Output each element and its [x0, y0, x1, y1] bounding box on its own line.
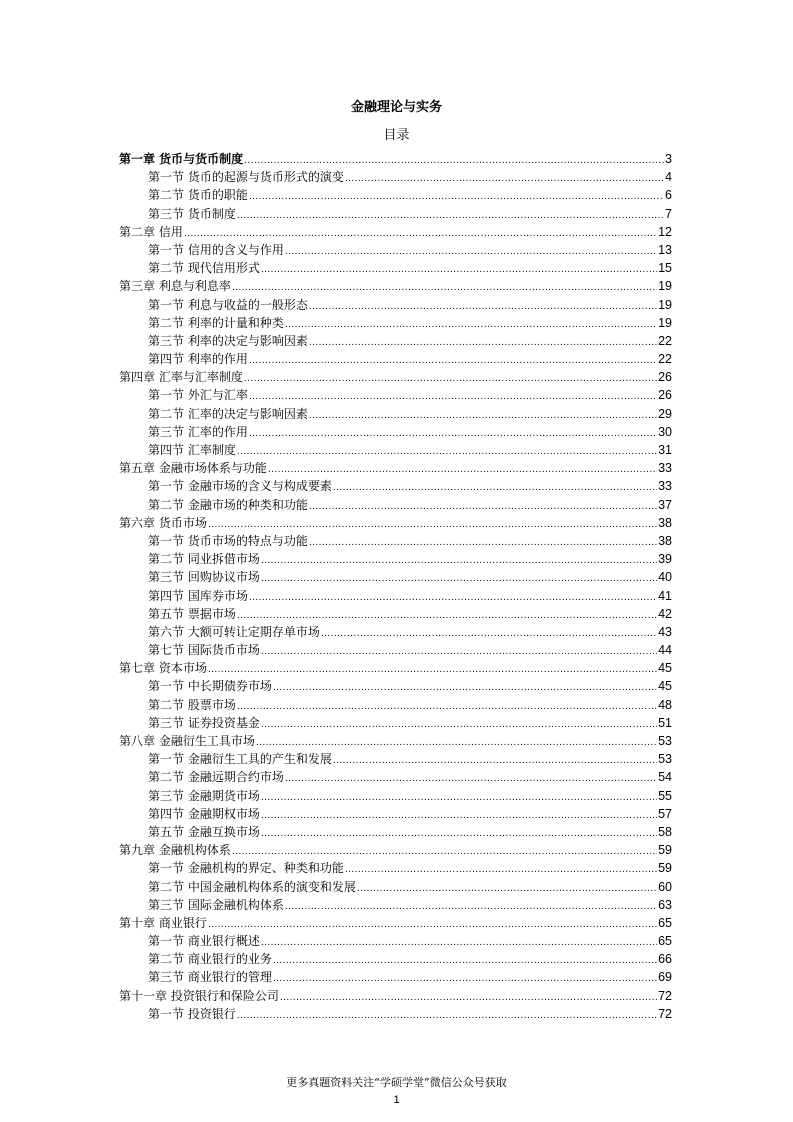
toc-entry-page: 30 [658, 424, 672, 439]
toc-section-entry[interactable] [119, 677, 672, 695]
toc-entry-page: 15 [658, 261, 672, 276]
toc-chapter-entry[interactable] [119, 514, 672, 532]
toc-entry-page: 4 [665, 170, 672, 185]
toc-section-entry[interactable] [119, 768, 672, 786]
toc-entry-page: 3 [665, 152, 672, 166]
toc-entry-label: 第四节 汇率制度 [148, 443, 236, 457]
page-footer: 更多真题资料关注“学硕学堂”微信公众号获取 [286, 1076, 507, 1089]
toc-dot-leader [237, 1007, 657, 1025]
toc-entry-label: 第二节 汇率的决定与影响因素 [148, 406, 308, 421]
toc-entry-page: 33 [658, 461, 672, 476]
toc-section-entry[interactable] [119, 296, 672, 314]
toc-section-entry[interactable] [119, 314, 672, 332]
toc-entry-label: 第十一章 投资银行和保险公司 [119, 988, 279, 1003]
toc-section-entry[interactable] [119, 823, 672, 841]
toc-section-entry[interactable] [119, 605, 672, 623]
toc-section-entry[interactable] [119, 477, 672, 495]
toc-entry-page: 39 [658, 552, 672, 567]
toc-entry-label: 第一章 货币与货币制度 [119, 152, 244, 166]
toc-entry-label: 第三节 国际金融机构体系 [148, 897, 284, 912]
toc-entry-label: 第二节 中国金融机构体系的演变和发展 [148, 879, 356, 894]
toc-dot-leader [249, 352, 657, 370]
toc-chapter-entry[interactable] [119, 223, 672, 241]
toc-entry-label: 第一节 中长期债券市场 [148, 679, 272, 694]
toc-chapter-entry[interactable] [119, 368, 672, 386]
toc-section-entry[interactable] [119, 496, 672, 514]
toc-entry-page: 41 [658, 588, 672, 603]
toc-entry-page: 13 [658, 242, 672, 257]
toc-entry-page: 26 [658, 388, 672, 403]
toc-dot-leader [357, 880, 657, 898]
toc-entry-page: 72 [658, 988, 672, 1003]
toc-dot-leader [285, 898, 657, 916]
toc-entry-label: 第三章 利息与利息率 [119, 279, 231, 294]
toc-entry-page: 69 [658, 970, 672, 985]
toc-section-entry[interactable] [119, 859, 672, 877]
toc-entry-label: 第二节 现代信用形式 [148, 261, 260, 276]
toc-section-entry[interactable] [119, 550, 672, 568]
toc-entry-label: 第四章 汇率与汇率制度 [119, 370, 243, 385]
toc-entry-label: 第三节 货币制度 [148, 206, 236, 221]
toc-entry-page: 38 [658, 515, 672, 530]
toc-dot-leader [261, 789, 657, 807]
toc-section-entry[interactable] [119, 405, 672, 423]
toc-section-entry[interactable] [119, 932, 672, 950]
toc-entry-label: 第一节 信用的含义与作用 [148, 242, 284, 257]
toc-entry-page: 31 [658, 443, 672, 457]
toc-section-entry[interactable] [119, 787, 672, 805]
toc-dot-leader [208, 661, 657, 679]
toc-entry-label: 第四节 金融期权市场 [148, 806, 260, 821]
toc-entry-page: 6 [665, 188, 672, 203]
toc-section-entry[interactable] [119, 950, 672, 968]
toc-entry-page: 7 [665, 206, 672, 221]
toc-chapter-entry[interactable] [119, 150, 672, 168]
table-of-contents [119, 150, 672, 1023]
toc-dot-leader [249, 589, 657, 607]
toc-entry-page: 22 [658, 352, 672, 367]
toc-entry-page: 37 [658, 497, 672, 512]
page-number: 1 [393, 1094, 400, 1106]
toc-entry-label: 第十章 商业银行 [119, 915, 207, 930]
toc-entry-label: 第二章 信用 [119, 224, 183, 239]
toc-entry-label: 第一节 金融衍生工具的产生和发展 [148, 752, 332, 767]
toc-entry-page: 12 [658, 224, 672, 239]
toc-section-entry[interactable] [119, 696, 672, 714]
toc-entry-label: 第一节 商业银行概述 [148, 934, 260, 949]
toc-entry-label: 第三节 利率的决定与影响因素 [148, 333, 308, 348]
toc-section-entry[interactable] [119, 386, 672, 404]
toc-dot-leader [309, 298, 657, 316]
toc-dot-leader [333, 479, 657, 497]
toc-entry-label: 第五节 票据市场 [148, 606, 236, 621]
toc-chapter-entry[interactable] [119, 914, 672, 932]
toc-entry-label: 第一节 货币的起源与货币形式的演变 [148, 170, 344, 185]
toc-entry-page: 19 [658, 315, 672, 330]
toc-entry-label: 第五章 金融市场体系与功能 [119, 461, 267, 476]
toc-chapter-entry[interactable] [119, 732, 672, 750]
toc-chapter-entry[interactable] [119, 987, 672, 1005]
toc-entry-label: 第二节 金融远期合约市场 [148, 770, 284, 785]
toc-entry-label: 第七章 资本市场 [119, 661, 207, 676]
toc-entry-label: 第一节 外汇与汇率 [148, 388, 248, 403]
toc-dot-leader [237, 698, 657, 716]
toc-entry-page: 45 [658, 661, 672, 676]
toc-dot-leader [333, 752, 657, 770]
toc-entry-page: 19 [658, 279, 672, 294]
toc-entry-page: 54 [658, 770, 672, 785]
toc-dot-leader [237, 443, 657, 461]
toc-dot-leader [309, 534, 657, 552]
toc-entry-label: 第一节 金融机构的界定、种类和功能 [148, 861, 344, 876]
toc-chapter-entry[interactable] [119, 459, 672, 477]
toc-entry-page: 60 [658, 879, 672, 894]
toc-entry-page: 43 [658, 624, 672, 639]
toc-dot-leader [273, 679, 657, 697]
toc-dot-leader [345, 170, 664, 188]
document-title: 金融理论与实务 [350, 100, 442, 115]
toc-dot-leader [261, 552, 657, 570]
toc-entry-label: 第二节 金融市场的种类和功能 [148, 497, 308, 512]
toc-entry-page: 29 [658, 406, 672, 421]
toc-section-entry[interactable] [119, 332, 672, 350]
toc-chapter-entry[interactable] [119, 841, 672, 859]
toc-section-entry[interactable] [119, 878, 672, 896]
toc-section-entry[interactable] [119, 805, 672, 823]
toc-section-entry[interactable] [119, 1005, 672, 1023]
toc-dot-leader [261, 643, 657, 661]
toc-dot-leader [309, 407, 657, 425]
toc-chapter-entry[interactable] [119, 659, 672, 677]
toc-entry-page: 53 [658, 734, 672, 748]
toc-dot-leader [285, 316, 657, 334]
toc-entry-page: 65 [658, 915, 672, 930]
toc-dot-leader [261, 261, 657, 279]
toc-chapter-entry[interactable] [119, 277, 672, 295]
toc-dot-leader [249, 425, 657, 443]
toc-entry-page: 65 [658, 934, 672, 949]
toc-section-entry[interactable] [119, 750, 672, 768]
toc-section-entry[interactable] [119, 350, 672, 368]
toc-dot-leader [261, 716, 657, 734]
toc-entry-page: 48 [658, 697, 672, 712]
toc-section-entry[interactable] [119, 714, 672, 732]
toc-entry-page: 42 [658, 606, 672, 621]
toc-dot-leader [237, 207, 664, 225]
toc-section-entry[interactable] [119, 587, 672, 605]
toc-dot-leader [309, 334, 657, 352]
toc-entry-page: 44 [658, 643, 672, 658]
toc-section-entry[interactable] [119, 641, 672, 659]
toc-dot-leader [249, 188, 664, 206]
toc-dot-leader [208, 916, 657, 934]
toc-entry-page: 33 [658, 479, 672, 494]
toc-entry-label: 第六节 大额可转让定期存单市场 [148, 624, 320, 639]
toc-section-entry[interactable] [119, 532, 672, 550]
toc-entry-page: 59 [658, 843, 672, 858]
toc-entry-label: 第二节 货币的职能 [148, 188, 248, 203]
toc-entry-label: 第五节 金融互换市场 [148, 824, 260, 839]
toc-entry-label: 第三节 商业银行的管理 [148, 970, 272, 985]
toc-section-entry[interactable] [119, 205, 672, 223]
toc-entry-page: 51 [658, 715, 672, 730]
toc-section-entry[interactable] [119, 241, 672, 259]
toc-section-entry[interactable] [119, 423, 672, 441]
toc-entry-page: 22 [658, 333, 672, 348]
toc-entry-page: 59 [658, 861, 672, 876]
toc-entry-label: 第六章 货币市场 [119, 515, 207, 530]
toc-dot-leader [285, 243, 657, 261]
toc-section-entry[interactable] [119, 623, 672, 641]
toc-entry-label: 第二节 商业银行的业务 [148, 952, 272, 967]
toc-section-entry[interactable] [119, 168, 672, 186]
toc-entry-page: 66 [658, 952, 672, 967]
toc-section-entry[interactable] [119, 259, 672, 277]
toc-dot-leader [273, 952, 657, 970]
toc-section-entry[interactable] [119, 896, 672, 914]
toc-section-entry[interactable] [119, 968, 672, 986]
toc-entry-page: 58 [658, 824, 672, 839]
toc-entry-page: 19 [658, 297, 672, 312]
toc-entry-page: 63 [658, 897, 672, 912]
toc-entry-label: 第九章 金融机构体系 [119, 843, 231, 858]
toc-dot-leader [321, 625, 657, 643]
toc-entry-page: 40 [658, 570, 672, 585]
toc-entry-label: 第七节 国际货币市场 [148, 643, 260, 658]
toc-entry-label: 第三节 金融期货市场 [148, 788, 260, 803]
toc-heading: 目录 [383, 128, 410, 143]
toc-entry-page: 53 [658, 752, 672, 767]
toc-entry-label: 第二节 同业拆借市场 [148, 552, 260, 567]
toc-section-entry[interactable] [119, 441, 672, 459]
toc-entry-page: 38 [658, 533, 672, 548]
toc-entry-label: 第一节 利息与收益的一般形态 [148, 297, 308, 312]
toc-entry-label: 第二节 利率的计量和种类 [148, 315, 284, 330]
toc-entry-label: 第四节 国库券市场 [148, 588, 248, 603]
toc-dot-leader [309, 498, 657, 516]
toc-entry-label: 第四节 利率的作用 [148, 352, 248, 367]
toc-entry-label: 第三节 证券投资基金 [148, 715, 260, 730]
toc-entry-label: 第一节 货币市场的特点与功能 [148, 533, 308, 548]
toc-dot-leader [261, 807, 657, 825]
toc-entry-label: 第三节 回购协议市场 [148, 570, 260, 585]
toc-entry-page: 72 [658, 1006, 672, 1021]
toc-dot-leader [273, 970, 657, 988]
toc-section-entry[interactable] [119, 568, 672, 586]
toc-section-entry[interactable] [119, 186, 672, 204]
toc-entry-label: 第二节 股票市场 [148, 697, 236, 712]
toc-entry-label: 第三节 汇率的作用 [148, 424, 248, 439]
toc-entry-page: 55 [658, 788, 672, 803]
toc-entry-label: 第一节 投资银行 [148, 1006, 236, 1021]
toc-entry-label: 第八章 金融衍生工具市场 [119, 734, 255, 748]
toc-dot-leader [261, 934, 657, 952]
toc-dot-leader [249, 388, 657, 406]
toc-dot-leader [261, 825, 657, 843]
toc-entry-label: 第一节 金融市场的含义与构成要素 [148, 479, 332, 494]
toc-dot-leader [285, 770, 657, 788]
toc-dot-leader [280, 989, 657, 1007]
toc-entry-page: 26 [658, 370, 672, 385]
toc-dot-leader [244, 370, 657, 388]
toc-dot-leader [345, 861, 657, 879]
toc-entry-page: 57 [658, 806, 672, 821]
toc-entry-page: 45 [658, 679, 672, 694]
toc-dot-leader [261, 570, 657, 588]
